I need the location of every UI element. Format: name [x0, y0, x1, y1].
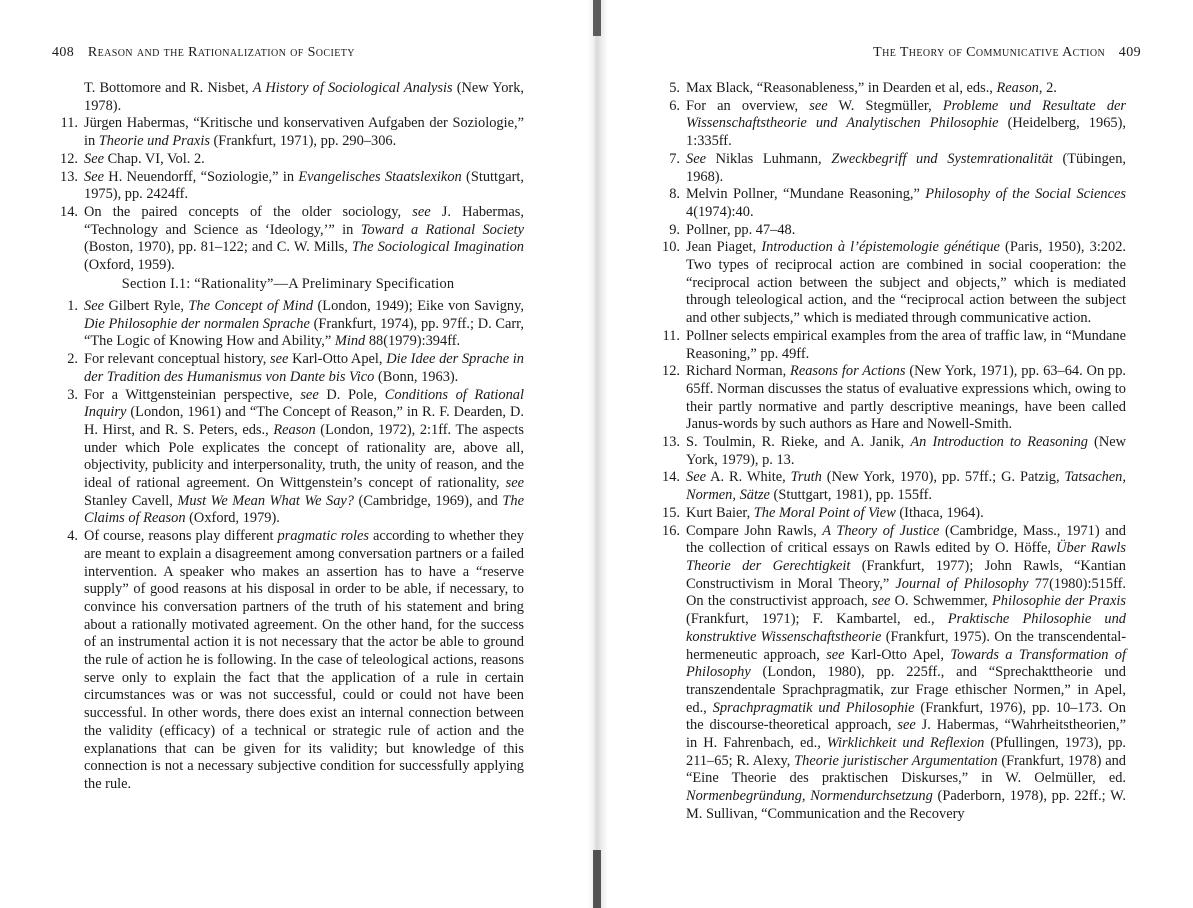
- footnote: [52, 204, 524, 275]
- footnote: [52, 528, 524, 794]
- footnote-text: Kurt Baier, The Moral Point of View (Ithaca, 1964).: [686, 504, 984, 521]
- footnote: [654, 523, 1126, 824]
- footnote-text: Compare John Rawls, A Theory of Justice (Cambridge, Mass., 1971) and the collection of critical essays on Rawls edited by O. Höffe, Über Rawls Theorie der Gerechtigkeit (Frankfurt, 1977); John Rawls, “Kantian Constructivism in Moral Theory,” Journal of Philosophy 77(1980):515ff. On the constructivist approach, see O. Schwemmer, Philosophie der Praxis (Frankfurt, 1971); F. Kambartel, ed., Praktische Philosophie und konstruktive Wissenschaftstheorie (Frankfurt, 1975). On the transcendental-hermeneutic approach, see Karl-Otto Apel, Towards a Transformation of Philosophy (London, 1980), pp. 225ff., and “Sprechakttheorie und transzendentale Sprachpragmatik, zur Frage ethischer Normen,” in Apel, ed., Sprachpragmatik und Philosophie (Frankfurt, 1976), pp. 10–173. On the discourse-theoretical approach, see J. Habermas, “Wahrheitstheorien,” in H. Fahrenbach, ed., Wirklichkeit und Reflexion (Pfullingen, 1973), pp. 211–65; R. Alexy, Theorie juristischer Argumentation (Frankfurt, 1978) and “Eine Theorie des praktischen Diskurses,” in W. Oelmüller, ed. Normenbegründung, Normendurchsetzung (Paderborn, 1978), pp. 22ff.; W. M. Sullivan, “Communication and the Recovery: [686, 522, 1127, 822]
- left-notes-section: [52, 298, 524, 794]
- footnote-number: 13.: [60, 168, 78, 185]
- footnote: [654, 434, 1126, 469]
- footnote-text: Pollner selects empirical examples from the area of traffic law, in “Mundane Reasoning,” pp. 49ff.: [686, 327, 1126, 362]
- footnote: [654, 363, 1126, 434]
- footnote: [654, 505, 1126, 523]
- section-heading: Section I.1: “Rationality”—A Preliminary Specification: [121, 276, 455, 292]
- footnote: [654, 98, 1126, 151]
- footnote-text: See H. Neuendorff, “Soziologie,” in Evangelisches Staatslexikon (Stuttgart, 1975), pp. 2424ff.: [84, 168, 524, 203]
- footnote: [52, 298, 524, 351]
- footnote-number: 1.: [67, 298, 78, 314]
- footnote-number: 3.: [67, 386, 78, 403]
- footnote-number: 5.: [669, 80, 680, 96]
- footnote: [52, 351, 524, 386]
- footnote: [52, 80, 524, 115]
- footnote: [654, 151, 1126, 186]
- footnote: [654, 328, 1126, 363]
- footnote-text: For an overview, see W. Stegmüller, Probleme und Resultate der Wissenschaftstheorie und Analytischen Philosophie (Heidelberg, 1965), 1:335ff.: [686, 97, 1127, 150]
- footnote: [52, 169, 524, 204]
- right-page: [604, 0, 1193, 908]
- footnote: [52, 151, 524, 169]
- footnote-number: 15.: [662, 504, 680, 521]
- right-running-head: [873, 44, 1141, 61]
- footnote-number: 11.: [662, 327, 680, 344]
- footnote-number: 6.: [669, 97, 680, 114]
- left-page: [0, 0, 590, 908]
- footnote-number: 10.: [662, 239, 680, 256]
- footnote-number: 16.: [662, 522, 680, 539]
- footnote-text: Melvin Pollner, “Mundane Reasoning,” Philosophy of the Social Sciences 4(1974):40.: [686, 186, 1126, 220]
- footnote-number: 4.: [67, 528, 78, 545]
- footnote-text: S. Toulmin, R. Rieke, and A. Janik, An Introduction to Reasoning (New York, 1979), p. 13.: [686, 434, 1127, 468]
- left-running-head: [52, 44, 355, 61]
- footnote: [654, 469, 1126, 504]
- footnote-text: See Niklas Luhmann, Zweckbegriff und Systemrationalität (Tübingen, 1968).: [686, 150, 1126, 185]
- footnote: [52, 115, 524, 150]
- right-notes: [654, 80, 1126, 824]
- footnote: [654, 80, 1126, 98]
- footnote-text: See Gilbert Ryle, The Concept of Mind (London, 1949); Eike von Savigny, Die Philosophie der normalen Sprache (Frankfurt, 1974), pp. 97ff.; D. Carr, “The Logic of Knowing How and Ability,” Mind 88(1979):394ff.: [84, 298, 524, 350]
- footnote-number: 12.: [60, 150, 78, 167]
- footnote-text: For relevant conceptual history, see Karl-Otto Apel, Die Idee der Sprache in der Tradition des Humanismus von Dante bis Vico (Bonn, 1963).: [84, 351, 524, 385]
- left-page-number: 408: [52, 45, 75, 60]
- right-running-title: The Theory of Communicative Action: [873, 45, 1106, 60]
- footnote: [654, 222, 1126, 240]
- footnote-number: 12.: [662, 363, 680, 380]
- footnote-number: 8.: [669, 186, 680, 203]
- footnote-number: 7.: [669, 150, 680, 167]
- footnote-number: 2.: [67, 351, 78, 368]
- footnote-text: T. Bottomore and R. Nisbet, A History of Sociological Analysis (New York, 1978).: [84, 80, 524, 114]
- footnote-number: 11.: [60, 115, 78, 132]
- footnote: [654, 186, 1126, 221]
- footnote: [52, 387, 524, 529]
- footnote-number: 13.: [662, 434, 680, 451]
- footnote-text: See Chap. VI, Vol. 2.: [84, 150, 205, 167]
- right-page-number: 409: [1118, 45, 1141, 60]
- footnote-text: Jürgen Habermas, “Kritische und konservativen Aufgaben der Soziologie,” in Theorie und Praxis (Frankfurt, 1971), pp. 290–306.: [84, 115, 524, 150]
- footnote-number: 14.: [662, 469, 680, 486]
- footnote-text: See A. R. White, Truth (New York, 1970), pp. 57ff.; G. Patzig, Tatsachen, Normen, Sätze (Stuttgart, 1981), pp. 155ff.: [686, 469, 1126, 504]
- left-running-title: Reason and the Rationalization of Society: [87, 45, 355, 60]
- footnote-number: 14.: [60, 203, 78, 220]
- footnote-text: Of course, reasons play different pragmatic roles according to whether they are meant to explain a disagreement among conversation partners or a failed intervention. A speaker who makes an assertion has to have a “reserve supply” of good reasons at his disposal in order to be able, if necessary, to convince his conversation partners of the truth of his statement and bring about a rationally motivated agreement. On the other hand, for the success of an instrumental action it is not necessary that the actor be able to ground the rule of action he is following. In the case of teleological actions, reasons serve only to explain the fact that the application of a rule in certain circumstances was or was not successful, could or could not have been successful. In other words, there does exist an internal connection between the validity (efficacy) of a technical or strategic rule of action and the explanations that can be given for its validity; but knowledge of this connection is not a necessary subjective condition for successfully applying the rule.: [84, 528, 524, 792]
- footnote-text: On the paired concepts of the older sociology, see J. Habermas, “Technology and Science as ‘Ideology,’” in Toward a Rational Society (Boston, 1970), pp. 81–122; and C. W. Mills, The Sociological Imagination (Oxford, 1959).: [84, 203, 525, 274]
- footnote-text: Richard Norman, Reasons for Actions (New York, 1971), pp. 63–64. On pp. 65ff. Norman discusses the status of evaluative expressions which, owing to their partly normative and partly descriptive meanings, have been called Janus-words by such authors as Hare and Nowell-Smith.: [686, 363, 1126, 433]
- footnote-text: For a Wittgensteinian perspective, see D. Pole, Conditions of Rational Inquiry (London, 1961) and “The Concept of Reason,” in R. F. Dearden, D. H. Hirst, and R. S. Peters, eds., Reason (London, 1972), 2:1ff. The aspects under which Pole explicates the concept of rationality are, above all, objectivity, publicity and interpersonality, truth, the unity of reason, and the ideal of rational agreement. On Wittgenstein’s concept of rationality, see Stanley Cavell, Must We Mean What We Say? (Cambridge, 1969), and The Claims of Reason (Oxford, 1979).: [84, 386, 525, 527]
- footnote-text: Jean Piaget, Introduction à l’épistemologie génétique (Paris, 1950), 3:202. Two types of reciprocal action are combined in social cooperation: the “reciprocal action between the subject and objects,” which is mediated through teleological action, and the “reciprocal action between the subject and other subjects,” which is mediated through communicative action.: [686, 239, 1126, 327]
- footnote: [654, 239, 1126, 328]
- footnote-text: Max Black, “Reasonableness,” in Dearden et al, eds., Reason, 2.: [686, 80, 1057, 96]
- left-notes-top: [52, 80, 524, 275]
- footnote-number: 9.: [669, 221, 680, 238]
- footnote-text: Pollner, pp. 47–48.: [686, 221, 796, 238]
